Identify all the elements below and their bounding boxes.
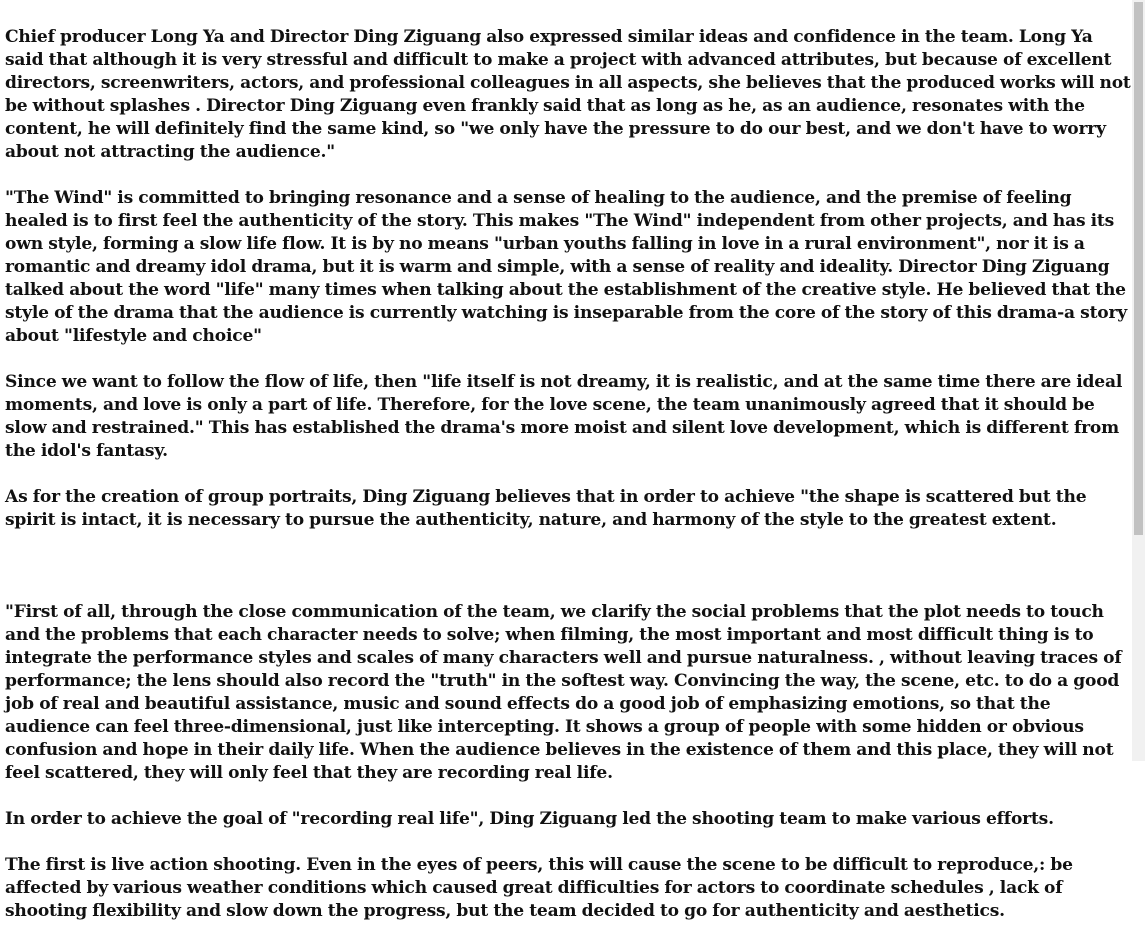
paragraph-1: Chief producer Long Ya and Director Ding Ziguang also expressed similar ideas and confidence in the team. Long Ya said that although it is very stressful and difficult to make a project with advanced attributes, but because of excellent directors, screenwriters, actors, and professional colleagues in all aspects, she believes that the produced works will not be without splashes . Director Ding Ziguang even frankly said that as long as he, as an audience, resonates with the content, he will definitely find the same kind, so "we only have the pressure to do our best, and we don't have to worry about not attracting the audience." (5, 27, 1131, 162)
paragraph-3: Since we want to follow the flow of life, then "life itself is not dreamy, it is realistic, and at the same time there are ideal moments, and love is only a part of life. Therefore, for the love scene, the team unanimously agreed that it should be slow and restrained." This has established the drama's more moist and silent love development, which is different from the idol's fantasy. (5, 372, 1123, 461)
vertical-scrollbar[interactable] (1132, 0, 1145, 761)
scrollbar-thumb[interactable] (1134, 2, 1143, 535)
paragraph-7: The first is live action shooting. Even in the eyes of peers, this will cause the scene to be difficult to reproduce,: be affected by various weather conditions which caused great difficulties for actors to coordinate schedules , lack of shooting flexibility and slow down the progress, but the team decided to go for authenticity and aesthetics. (5, 855, 1073, 921)
paragraph-6: In order to achieve the goal of "recording real life", Ding Ziguang led the shooting team to make various efforts. (5, 809, 1054, 829)
paragraph-4: As for the creation of group portraits, Ding Ziguang believes that in order to achieve "the shape is scattered but the spirit is intact, it is necessary to pursue the authenticity, nature, and harmony of the style to the greatest extent. (5, 487, 1087, 530)
document-body (5, 3, 1131, 946)
paragraph-5: "First of all, through the close communication of the team, we clarify the social problems that the plot needs to touch and the problems that each character needs to solve; when filming, the most important and most difficult thing is to integrate the performance styles and scales of many characters well and pursue naturalness. , without leaving traces of performance; the lens should also record the "truth" in the softest way. Convincing the way, the scene, etc. to do a good job of real and beautiful assistance, music and sound effects do a good job of emphasizing emotions, so that the audience can feel three-dimensional, just like intercepting. It shows a group of people with some hidden or obvious confusion and hope in their daily life. When the audience believes in the existence of them and this place, they will not feel scattered, they will only feel that they are recording real life. (5, 602, 1122, 783)
paragraph-2: "The Wind" is committed to bringing resonance and a sense of healing to the audience, and the premise of feeling healed is to first feel the authenticity of the story. This makes "The Wind" independent from other projects, and has its own style, forming a slow life flow. It is by no means "urban youths falling in love in a rural environment", nor it is a romantic and dreamy idol drama, but it is warm and simple, with a sense of reality and ideality. Director Ding Ziguang talked about the word "life" many times when talking about the establishment of the creative style. He believed that the style of the drama that the audience is currently watching is inseparable from the core of the story of this drama-a story about "lifestyle and choice" (5, 188, 1128, 346)
blank-line (5, 555, 1131, 578)
